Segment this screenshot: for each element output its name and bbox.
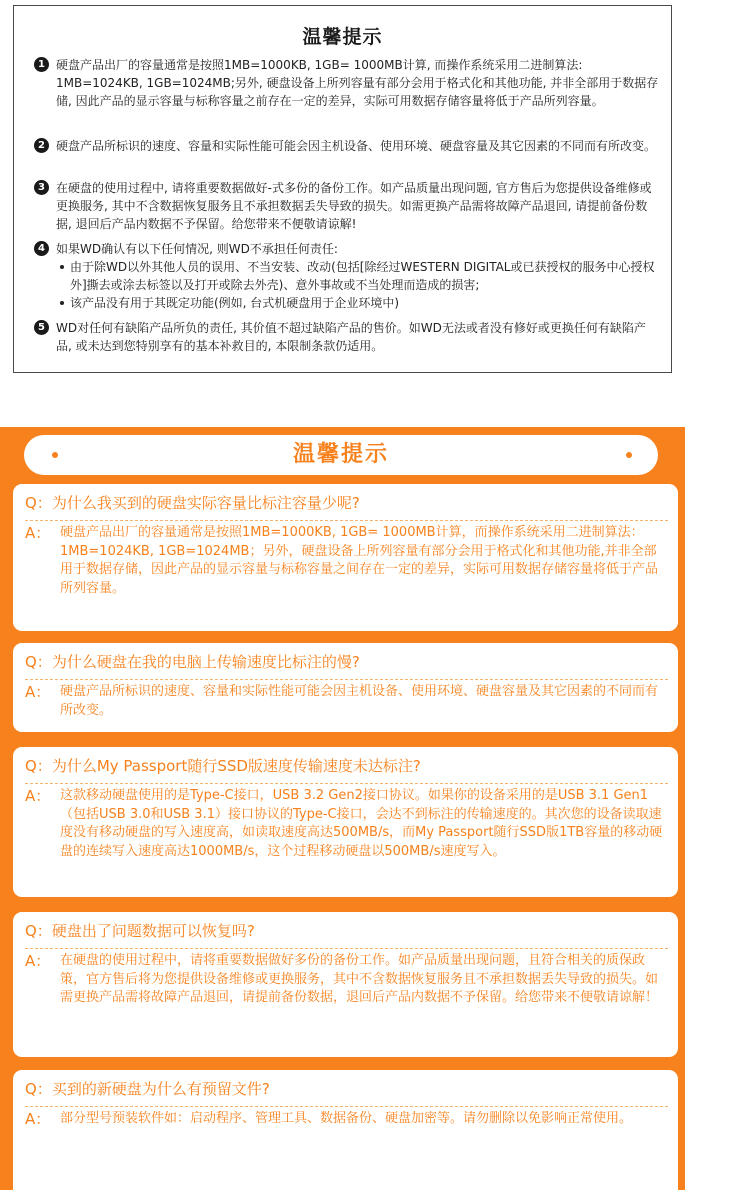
a-prefix: A： (25, 787, 51, 805)
notice-item (34, 319, 659, 355)
faq-question (25, 492, 666, 514)
notice-item-text: 在硬盘的使用过程中, 请将重要数据做好-式多份的备份工作。如产品质量出现问题, 官方售后为您提供设备维修或更换服务, 其中不含数据恢复服务且不承担数据丢失导致的损失。如需更换产品需将故障产品退回, 请提前备份数据, 退回后产品内数据不予保留。给您带来不便敬请谅解! (56, 181, 652, 231)
faq-card (13, 1070, 678, 1190)
faq-question (25, 651, 666, 673)
notice-item-text: WD对任何有缺陷产品所负的责任, 其价值不超过缺陷产品的售价。如WD无法或者没有修好或更换任何有缺陷产品, 或未达到您特别享有的基本补救目的, 本限制条款仍适用。 (56, 321, 646, 353)
number-badge: 3 (34, 180, 49, 195)
question-text: 为什么我买到的硬盘实际容量比标注容量少呢? (51, 494, 360, 512)
answer-paragraph: 1MB=1024KB, 1GB=1024MB；另外，硬盘设备上所列容量有部分会用于格式化和其他功能,并非全部用于数据存储，因此产品的显示容量与标称容量之间存在一定的差异，实际可用数据存储容量将低于产品所列容量。 (60, 543, 659, 596)
number-badge: 4 (34, 241, 49, 256)
question-text: 为什么硬盘在我的电脑上传输速度比标注的慢? (51, 653, 360, 671)
notice-item-text: 硬盘产品所标识的速度、容量和实际性能可能会因主机设备、使用环境、硬盘容量及其它因素的不同而有所改变。 (56, 139, 657, 153)
notice-title: 温馨提示 (302, 26, 383, 48)
a-prefix: A： (25, 524, 51, 542)
q-prefix: Q： (25, 1080, 52, 1098)
question-text: 硬盘出了问题数据可以恢复吗? (51, 922, 255, 940)
faq-question (25, 755, 666, 777)
answer-paragraph: 硬盘产品所标识的速度、容量和实际性能可能会因主机设备、使用环境、硬盘容量及其它因素的不同而有所改变。 (60, 684, 659, 718)
q-prefix: Q： (25, 922, 52, 940)
faq-title: 温馨提示 (292, 442, 389, 467)
number-badge: 1 (34, 57, 49, 72)
dashed-divider (25, 1106, 668, 1107)
faq-question (25, 920, 666, 942)
bullet-item: 该产品没有用于其既定功能(例如, 台式机硬盘用于企业环境中) (56, 294, 659, 312)
answer-paragraph: 这款移动硬盘使用的是Type-C接口，USB 3.2 Gen2接口协议。如果你的设备采用的是USB 3.1 Gen1（包括USB 3.0和USB 3.1）接口协议的Type-C接口，会达不到标注的传输速度的。其次您的设备读取速度没有移动硬盘的写入速度高，如读取速度高达500MB/s，而My Passport随行SSD版1TB容量的移动硬盘的连续写入速度高达1000MB/s，这个过程移动硬盘以500MB/s速度写入。 (60, 788, 663, 859)
faq-answer (25, 952, 666, 1008)
notice-item (34, 56, 659, 110)
faq-section (0, 427, 685, 1190)
faq-card (13, 747, 678, 897)
a-prefix: A： (25, 952, 51, 970)
notice-item (34, 240, 659, 312)
dashed-divider (25, 948, 668, 949)
dashed-divider (25, 679, 668, 680)
question-text: 买到的新硬盘为什么有预留文件? (51, 1080, 270, 1098)
dot-icon (52, 452, 58, 458)
faq-answer (25, 524, 666, 598)
q-prefix: Q： (25, 494, 52, 512)
number-badge: 2 (34, 138, 49, 153)
dashed-divider (25, 783, 668, 784)
notice-box (13, 5, 672, 373)
notice-item (34, 179, 659, 233)
q-prefix: Q： (25, 757, 52, 775)
answer-paragraph: 在硬盘的使用过程中，请将重要数据做好多份的备份工作。如产品质量出现问题，且符合相关的质保政策，官方售后将为您提供设备维修或更换服务，其中不含数据恢复服务且不承担数据丢失导致的损失。如需更换产品需将故障产品退回，请提前备份数据，退回后产品内数据不予保留。给您带来不便敬请谅解！ (60, 953, 659, 1005)
answer-paragraph: 硬盘产品出厂的容量通常是按照1MB=1000KB, 1GB= 1000MB计算，而操作系统采用二进制算法： (60, 525, 644, 540)
notice-item-lead: 如果WD确认有以下任何情况, 则WD不承担任何责任: (56, 242, 338, 256)
faq-card (13, 484, 678, 631)
faq-answer (25, 683, 666, 720)
notice-item (34, 137, 659, 155)
notice-item-text: 硬盘产品出厂的容量通常是按照1MB=1000KB, 1GB= 1000MB计算, 而操作系统采用二进制算法: 1MB=1024KB, 1GB=1024MB;另外, 硬盘设备上所列容量有部分会用于格式化和其他功能, 并非全部用于数据存储, 因此产品的显示容量与标称容量之前存在一定的差异，实际可用数据存储容量将低于产品所列容量。 (56, 58, 659, 108)
number-badge: 5 (34, 320, 49, 335)
faq-header (24, 435, 658, 475)
faq-question (25, 1078, 666, 1100)
faq-answer (25, 787, 666, 861)
a-prefix: A： (25, 683, 51, 701)
q-prefix: Q： (25, 653, 52, 671)
faq-card (13, 912, 678, 1057)
faq-card (13, 643, 678, 732)
answer-paragraph: 部分型号预装软件如：启动程序、管理工具、数据备份、硬盘加密等。请勿删除以免影响正常使用。 (60, 1111, 633, 1126)
bullet-item: 由于除WD以外其他人员的误用、不当安装、改动(包括[除经过WESTERN DIGITAL或已获授权的服务中心授权外]撕去或涂去标签以及打开或除去外壳)、意外事故或不当处理而造成的损害; (56, 258, 659, 294)
dot-icon (626, 452, 632, 458)
notice-item-text (56, 240, 659, 312)
question-text: 为什么My Passport随行SSD版速度传输速度未达标注? (51, 757, 421, 775)
faq-answer (25, 1110, 666, 1129)
dashed-divider (25, 520, 668, 521)
a-prefix: A： (25, 1110, 51, 1128)
